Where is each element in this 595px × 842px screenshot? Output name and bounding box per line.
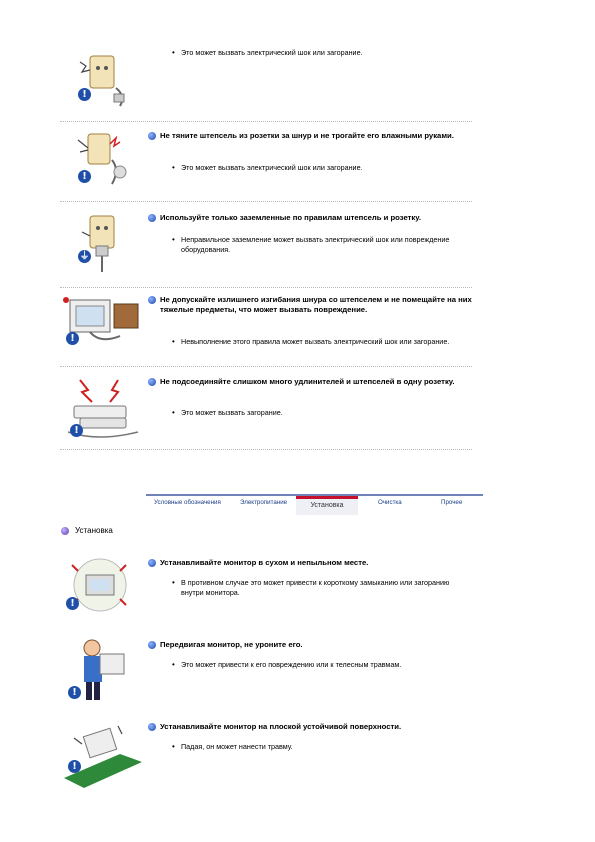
- tab-cleaning[interactable]: Очистка: [378, 499, 402, 506]
- bullet-text: • Падая, он может нанести травму.: [172, 742, 472, 752]
- divider: [60, 121, 472, 122]
- item-1: [60, 125, 472, 200]
- tab-other[interactable]: Прочее: [441, 499, 463, 506]
- divider: [60, 366, 472, 367]
- warning-icon: !: [70, 424, 83, 437]
- bullet-text: • Неправильное заземление может вызвать электрический шок или повреждение оборудования.: [172, 235, 472, 255]
- install-item-0: [60, 553, 472, 628]
- bullet-dot-icon: [148, 641, 156, 649]
- ground-icon: ⏚: [79, 251, 90, 262]
- item-4: [60, 372, 472, 447]
- item-0: [60, 40, 472, 120]
- bullet-text: • Это может вызвать электрический шок или загорание.: [172, 48, 472, 58]
- item-3: [60, 292, 472, 364]
- bullet-text: • Это может вызвать электрический шок или загорание.: [172, 163, 472, 173]
- bullet-text: • Это может вызвать загорание.: [172, 408, 472, 418]
- unplug-illustration: [60, 48, 142, 118]
- item-heading: Не тяните штепсель из розетки за шнур и не трогайте его влажными руками.: [148, 131, 472, 141]
- item-heading: Не подсоединяйте слишком много удлинителей и штепселей в одну розетку.: [148, 377, 472, 387]
- item-heading: Передвигая монитор, не уроните его.: [148, 640, 472, 650]
- warning-icon: !: [66, 597, 79, 610]
- tab-symbols[interactable]: Условные обозначения: [154, 499, 221, 506]
- bullet-dot-icon: [148, 378, 156, 386]
- item-2: [60, 205, 472, 285]
- bullet-dot-icon: [148, 132, 156, 140]
- bullet-dot-icon: [148, 296, 156, 304]
- install-item-2: [60, 718, 472, 788]
- grounded-outlet-illustration: [60, 210, 142, 280]
- wet-hands-plug-illustration: [60, 130, 142, 200]
- bullet-dot-icon: [148, 723, 156, 731]
- item-heading: Не допускайте излишнего изгибания шнура со штепселем и не помещайте на них тяжелые предметы, что может вызвать повреждение.: [148, 295, 472, 315]
- section-nav: [146, 494, 483, 512]
- bent-cord-illustration: [60, 294, 142, 364]
- install-item-1: [60, 636, 472, 706]
- warning-icon: !: [68, 686, 81, 699]
- warning-icon: !: [68, 760, 81, 773]
- item-heading: Устанавливайте монитор в сухом и непыльном месте.: [148, 558, 472, 568]
- bullet-dot-icon: [148, 559, 156, 567]
- tab-power[interactable]: Электропитание: [240, 499, 288, 506]
- tab-installation[interactable]: Установка: [296, 496, 358, 515]
- divider: [60, 287, 472, 288]
- bullet-text: • В противном случае это может привести к короткому замыканию или загоранию внутри монитора.: [172, 578, 472, 598]
- dry-place-illustration: [60, 555, 142, 625]
- warning-icon: !: [78, 170, 91, 183]
- section-dot-icon: [61, 527, 69, 535]
- item-heading: Устанавливайте монитор на плоской устойчивой поверхности.: [148, 722, 472, 732]
- item-heading: Используйте только заземленные по правилам штепсель и розетку.: [148, 213, 472, 223]
- bullet-text: • Это может привести к его повреждению или к телесным травмам.: [172, 660, 472, 670]
- divider: [60, 201, 472, 202]
- warning-icon: !: [66, 332, 79, 345]
- stable-surface-illustration: [60, 718, 142, 788]
- bullet-dot-icon: [148, 214, 156, 222]
- bullet-text: • Невыполнение этого правила может вызвать электрический шок или загорание.: [172, 337, 472, 347]
- divider: [60, 449, 472, 450]
- warning-icon: !: [78, 88, 91, 101]
